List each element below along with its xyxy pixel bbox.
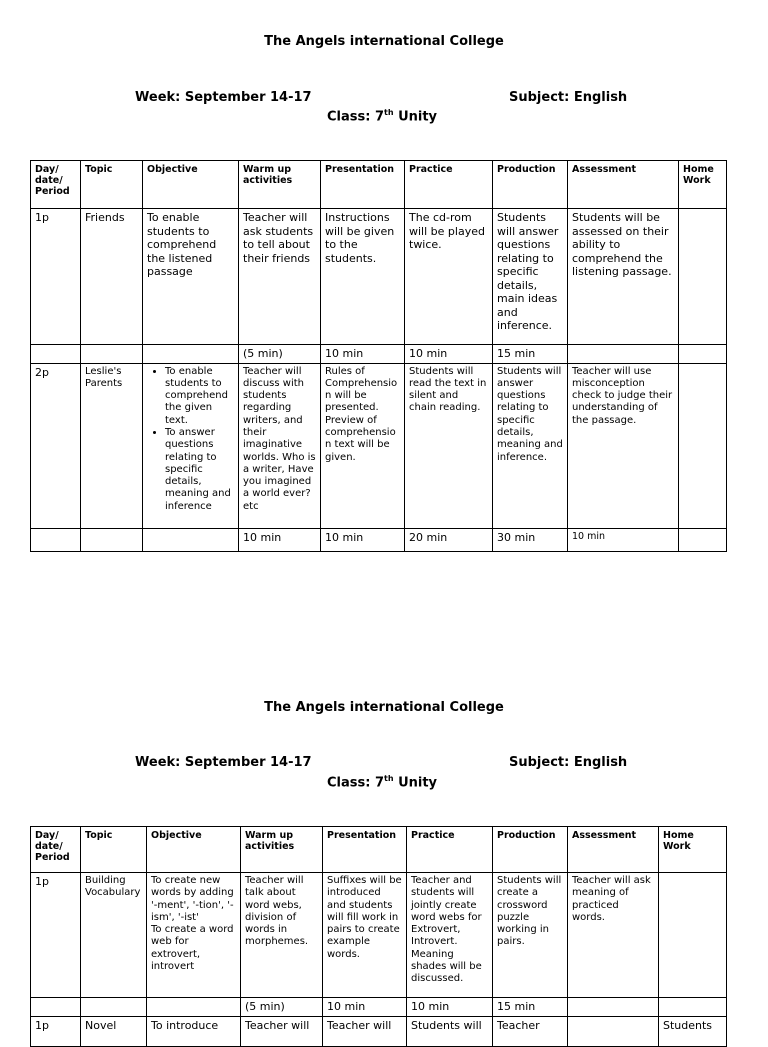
- homework-cell: [679, 363, 727, 528]
- week-label: Week: September 14-17: [135, 755, 312, 770]
- table-row: [31, 209, 727, 345]
- header-cell: Day/ date/ Period: [31, 827, 81, 873]
- period-cell: 2p: [31, 363, 81, 528]
- header-cell: Home Work: [679, 161, 727, 209]
- time-cell: 10 min: [321, 345, 405, 364]
- header-cell: Assessment: [568, 827, 659, 873]
- production-cell: Students will create a crossword puzzle working in pairs.: [493, 873, 568, 998]
- header-cell: Objective: [147, 827, 241, 873]
- warmup-cell: Teacher will ask students to tell about their friends: [239, 209, 321, 345]
- homework-cell: Students: [659, 1016, 727, 1046]
- header-cell: Practice: [407, 827, 493, 873]
- header-cell: Warm up activities: [239, 161, 321, 209]
- week-label: Week: September 14-17: [135, 90, 312, 105]
- objective-list: [147, 366, 234, 514]
- header-cell: Practice: [405, 161, 493, 209]
- time-row: [31, 345, 727, 364]
- header-cell: Presentation: [323, 827, 407, 873]
- time-cell: [568, 998, 659, 1017]
- time-row: [31, 528, 727, 551]
- lesson-plan-table: [30, 826, 727, 1047]
- period-cell: 1p: [31, 1016, 81, 1046]
- assessment-cell: Teacher will ask meaning of practiced words.: [568, 873, 659, 998]
- time-cell: [31, 998, 81, 1017]
- time-cell: 20 min: [405, 528, 493, 551]
- header-cell: Objective: [143, 161, 239, 209]
- topic-cell: Leslie's Parents: [81, 363, 143, 528]
- time-cell: 10 min: [407, 998, 493, 1017]
- class-label: Class: 7th Unity: [327, 774, 438, 791]
- time-cell: 15 min: [493, 345, 568, 364]
- objective-cell: To introduce: [147, 1016, 241, 1046]
- objective-cell: [143, 363, 239, 528]
- time-cell: [679, 345, 727, 364]
- time-cell: (5 min): [239, 345, 321, 364]
- time-cell: [679, 528, 727, 551]
- list-item: • To enable students to comprehend the given text.: [165, 366, 234, 427]
- time-cell: 10 min: [568, 528, 679, 551]
- period-cell: 1p: [31, 873, 81, 998]
- college-title: The Angels international College: [264, 34, 504, 49]
- practice-cell: Students will: [407, 1016, 493, 1046]
- time-cell: [147, 998, 241, 1017]
- subject-label: Subject: English: [509, 90, 628, 105]
- topic-cell: Friends: [81, 209, 143, 345]
- homework-cell: [659, 873, 727, 998]
- header-cell: Assessment: [568, 161, 679, 209]
- topic-cell: Building Vocabulary: [81, 873, 147, 998]
- topic-cell: Novel: [81, 1016, 147, 1046]
- time-cell: 10 min: [405, 345, 493, 364]
- time-cell: 15 min: [493, 998, 568, 1017]
- time-cell: [81, 528, 143, 551]
- warmup-cell: Teacher will discuss with students regarding writers, and their imaginative worlds. Who is a writer, Have you imagined a world ever? etc: [239, 363, 321, 528]
- production-cell: Teacher: [493, 1016, 568, 1046]
- assessment-cell: Students will be assessed on their ability to comprehend the listening passage.: [568, 209, 679, 345]
- objective-cell: To create new words by adding '-ment', '-tion', '-ism', '-ist' To create a word web for extrovert, introvert: [147, 873, 241, 998]
- list-item: • To answer questions relating to specific details, meaning and inference: [165, 427, 234, 513]
- table-row: [31, 363, 727, 528]
- table-row: [31, 873, 727, 998]
- header-row: [31, 161, 727, 209]
- time-cell: [81, 998, 147, 1017]
- header-cell: Day/ date/ Period: [31, 161, 81, 209]
- subject-label: Subject: English: [509, 755, 628, 770]
- header-cell: Topic: [81, 827, 147, 873]
- college-title: The Angels international College: [264, 700, 504, 715]
- header-cell: Topic: [81, 161, 143, 209]
- time-cell: [81, 345, 143, 364]
- time-cell: 10 min: [323, 998, 407, 1017]
- time-cell: 30 min: [493, 528, 568, 551]
- period-cell: 1p: [31, 209, 81, 345]
- time-cell: 10 min: [239, 528, 321, 551]
- header-cell: Production: [493, 827, 568, 873]
- presentation-cell: Teacher will: [323, 1016, 407, 1046]
- time-cell: (5 min): [241, 998, 323, 1017]
- assessment-cell: Teacher will use misconception check to judge their understanding of the passage.: [568, 363, 679, 528]
- header-cell: Home Work: [659, 827, 727, 873]
- time-cell: [568, 345, 679, 364]
- presentation-cell: Instructions will be given to the students.: [321, 209, 405, 345]
- presentation-cell: Suffixes will be introduced and students will fill work in pairs to create example words.: [323, 873, 407, 998]
- time-cell: [31, 528, 81, 551]
- practice-cell: Students will read the text in silent and chain reading.: [405, 363, 493, 528]
- lesson-plan-table: [30, 160, 727, 552]
- time-cell: [31, 345, 81, 364]
- objective-cell: To enable students to comprehend the listened passage: [143, 209, 239, 345]
- practice-cell: The cd-rom will be played twice.: [405, 209, 493, 345]
- time-cell: [143, 345, 239, 364]
- time-cell: 10 min: [321, 528, 405, 551]
- assessment-cell: [568, 1016, 659, 1046]
- time-cell: [143, 528, 239, 551]
- presentation-cell: Rules of Comprehension will be presented. Preview of comprehension text will be given.: [321, 363, 405, 528]
- time-cell: [659, 998, 727, 1017]
- header-row: [31, 827, 727, 873]
- table-row: [31, 1016, 727, 1046]
- practice-cell: Teacher and students will jointly create word webs for Extrovert, Introvert. Meaning shades will be discussed.: [407, 873, 493, 998]
- production-cell: Students will answer questions relating to specific details, main ideas and inference.: [493, 209, 568, 345]
- header-cell: Production: [493, 161, 568, 209]
- warmup-cell: Teacher will: [241, 1016, 323, 1046]
- header-cell: Presentation: [321, 161, 405, 209]
- warmup-cell: Teacher will talk about word webs, division of words in morphemes.: [241, 873, 323, 998]
- homework-cell: [679, 209, 727, 345]
- time-row: [31, 998, 727, 1017]
- header-cell: Warm up activities: [241, 827, 323, 873]
- production-cell: Students will answer questions relating to specific details, meaning and inference.: [493, 363, 568, 528]
- class-label: Class: 7th Unity: [327, 108, 438, 125]
